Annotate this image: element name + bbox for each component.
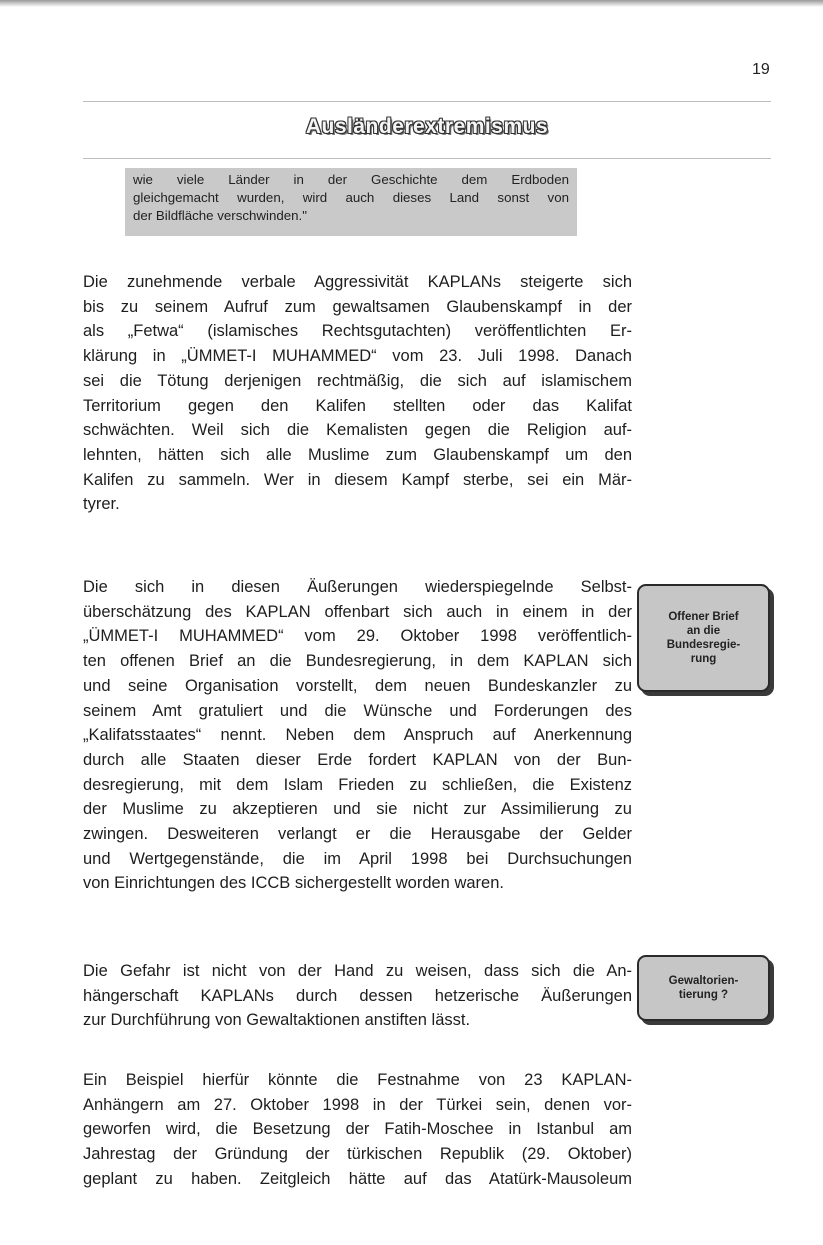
margin-note-line: an die [686,625,721,637]
paragraph-example [83,1068,632,1192]
quote-line: der Bildfläche verschwinden." [133,208,307,223]
text-line: Ein Beispiel hierfür könnte die Festnahme von 23 KAPLAN- [83,1071,632,1089]
margin-note-line: rung [690,653,717,665]
page-number: 19 [752,61,770,78]
text-line: Die zunehmende verbale Aggressivität KAPLANs steigerte sich [83,273,632,291]
quote-line: wie viele Länder in der Geschichte dem Erdboden [133,172,569,187]
text-line: zwingen. Desweiteren verlangt er die Herausgabe der Gelder [83,825,632,844]
text-line: lehnten, hätten sich alle Muslime zum Glaubenskampf um den [83,445,632,464]
text-line: und seine Organisation vorstellt, dem neuen Bundeskanzler zu [83,676,632,695]
margin-note-line: Bundesregie- [666,639,741,651]
header-rule-top [83,101,771,102]
text-line: durch alle Staaten dieser Erde fordert KAPLAN von der Bun- [83,750,632,769]
section-title: Ausländerextremismus [305,115,549,138]
text-line: „ÜMMET-I MUHAMMED“ vom 29. Oktober 1998 veröffentlich- [83,627,632,646]
text-line: Kalifen zu sammeln. Wer in diesem Kampf sterbe, sei ein Mär- [83,470,632,489]
text-line: und Wertgegenstände, die im April 1998 bei Durchsuchungen [83,849,632,868]
text-line: geplant zu haben. Zeitgleich hätte auf das Atatürk-Mausoleum [83,1169,632,1188]
margin-note-line: Gewaltorien- [668,975,739,987]
paragraph-fetwa [83,270,632,517]
text-line: überschätzung des KAPLAN offenbart sich auch in einem in der [83,602,632,621]
text-line: der Muslime zu akzeptieren und sie nicht zur Assimilierung zu [83,800,632,819]
text-line: geworfen wird, die Besetzung der Fatih-Moschee in Istanbul am [83,1120,632,1139]
text-line: als „Fetwa“ (islamisches Rechtsgutachten) veröffentlichten Er- [83,322,632,341]
text-line: schwächten. Weil sich die Kemalisten gegen die Religion auf- [83,421,632,440]
quote-box [125,168,577,236]
quote-line: gleichgemacht wurden, wird auch dieses Land sonst von [133,190,569,205]
margin-note-violence [637,955,770,1021]
text-line: „Kalifatsstaates“ nennt. Neben dem Anspruch auf Anerkennung [83,726,632,745]
text-line: sei die Tötung derjenigen rechtmäßig, die sich auf islamischem [83,371,632,390]
text-line: Territorium gegen den Kalifen stellten oder das Kalifat [83,396,632,415]
paragraph-danger [83,959,632,1033]
text-line: seinem Amt gratuliert und die Wünsche und Forderungen des [83,701,632,720]
margin-note-line: Offener Brief [668,611,739,623]
margin-note-open-letter [637,584,770,692]
margin-note-line: tierung ? [678,989,729,1001]
text-line: von Einrichtungen des ICCB sichergestellt worden waren. [83,874,504,893]
page-top-edge [0,0,823,7]
text-line: ten offenen Brief an die Bundesregierung, in dem KAPLAN sich [83,652,632,671]
text-line: hängerschaft KAPLANs durch dessen hetzerische Äußerungen [83,986,632,1005]
text-line: Die Gefahr ist nicht von der Hand zu weisen, dass sich die An- [83,962,632,980]
text-line: Die sich in diesen Äußerungen wiederspiegelnde Selbst- [83,578,632,596]
paragraph-open-letter [83,575,632,896]
text-line: Anhängern am 27. Oktober 1998 in der Türkei sein, denen vor- [83,1095,632,1114]
text-line: klärung in „ÜMMET-I MUHAMMED“ vom 23. Juli 1998. Danach [83,347,632,366]
text-line: bis zu seinem Aufruf zum gewaltsamen Glaubenskampf in der [83,297,632,316]
header-rule-bottom [83,158,771,159]
text-line: desregierung, mit dem Islam Frieden zu schließen, die Existenz [83,775,632,794]
text-line: tyrer. [83,495,120,514]
text-line: Jahrestag der Gründung der türkischen Republik (29. Oktober) [83,1145,632,1164]
text-line: zur Durchführung von Gewaltaktionen anstiften lässt. [83,1011,471,1030]
